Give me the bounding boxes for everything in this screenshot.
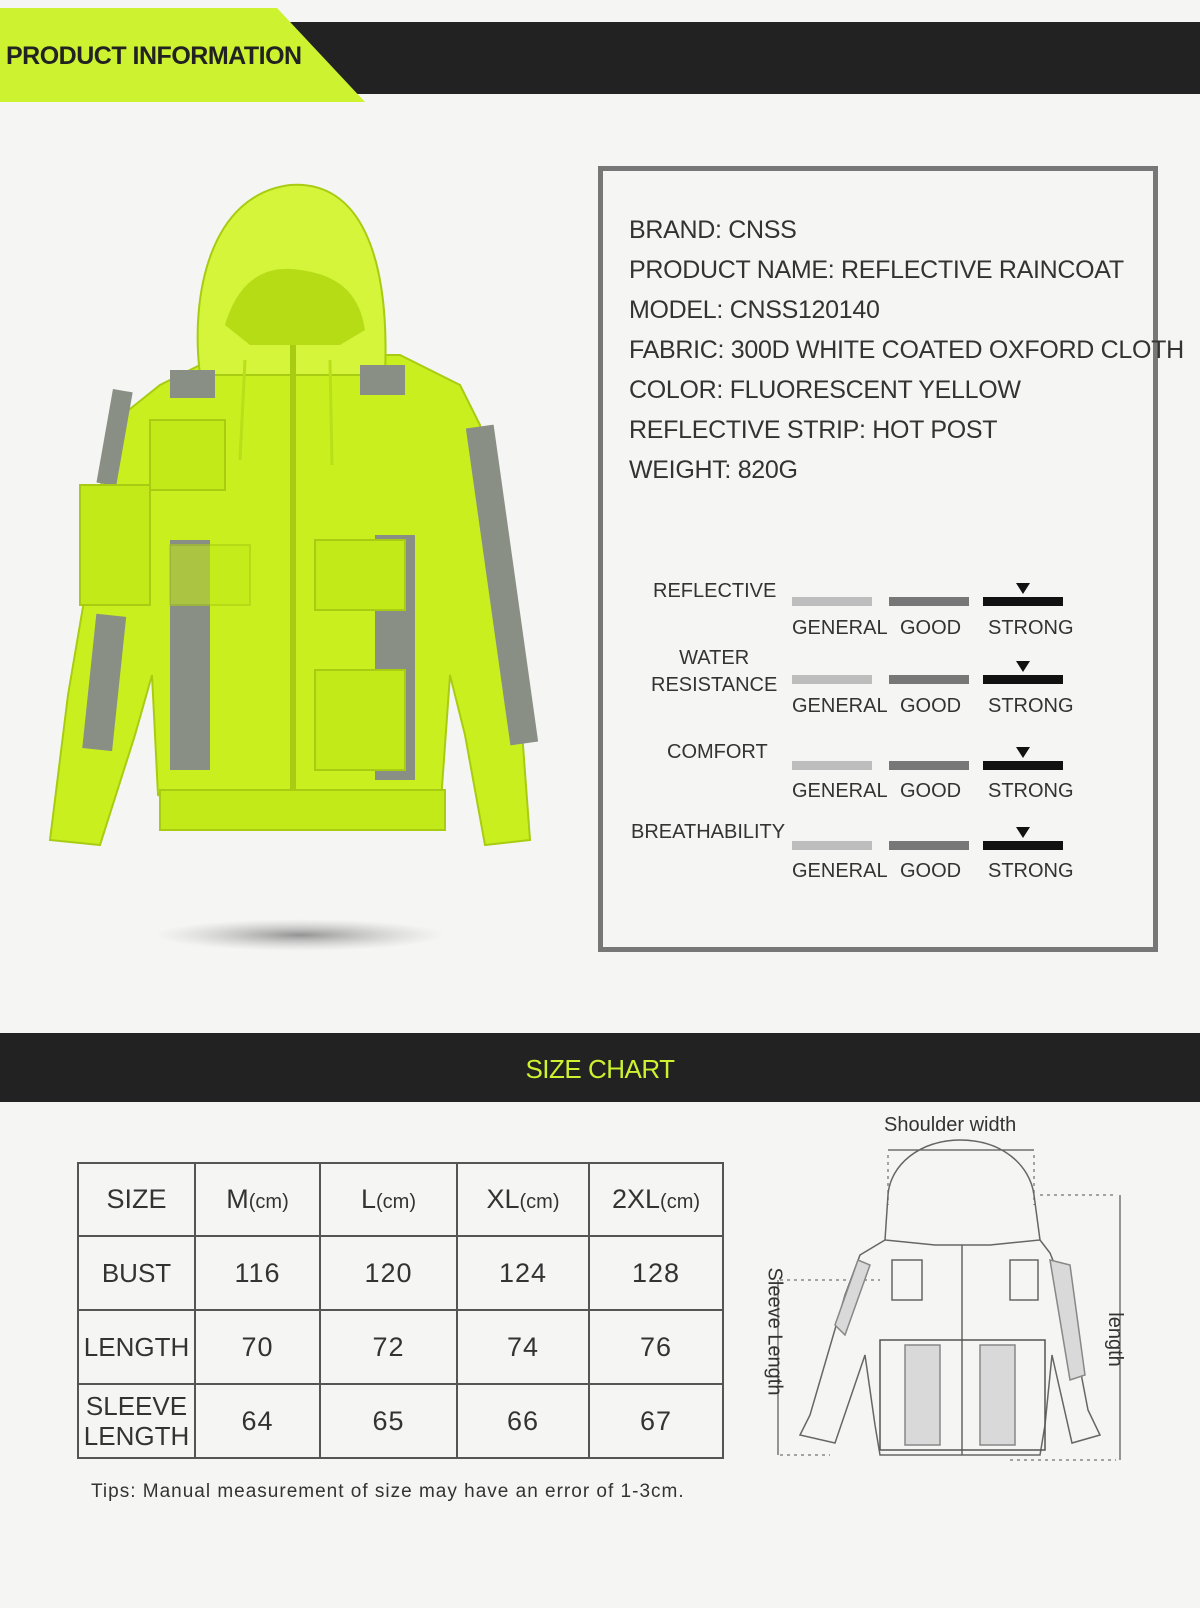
length-label: length: [1103, 1312, 1126, 1367]
level-strong: STRONG: [988, 695, 1074, 717]
size-label: M: [226, 1184, 249, 1214]
table-cell: 74: [457, 1310, 589, 1384]
bar-strong: [983, 761, 1063, 770]
bar-general: [792, 675, 872, 684]
rating-label: REFLECTIVE: [653, 580, 777, 602]
table-cell: 116: [195, 1236, 320, 1310]
bar-good: [889, 675, 969, 684]
bar-strong: [983, 597, 1063, 606]
table-cell: 64: [195, 1384, 320, 1458]
unit-label: (cm): [248, 1191, 289, 1213]
sleeve-length-label: Sleeve Length: [763, 1267, 786, 1396]
table-row: [78, 1384, 723, 1458]
info-color: COLOR: FLUORESCENT YELLOW: [629, 376, 1021, 404]
page-title: PRODUCT INFORMATION: [6, 42, 302, 70]
info-reflective-strip: REFLECTIVE STRIP: HOT POST: [629, 416, 998, 444]
level-general: GENERAL: [792, 695, 888, 717]
strong-marker-icon: [1016, 747, 1030, 758]
bar-general: [792, 597, 872, 606]
unit-label: (cm): [519, 1191, 560, 1213]
level-general: GENERAL: [792, 860, 888, 882]
bar-general: [792, 761, 872, 770]
size-label: XL: [486, 1184, 520, 1214]
strong-marker-icon: [1016, 661, 1030, 672]
unit-label: (cm): [376, 1191, 416, 1213]
strong-marker-icon: [1016, 827, 1030, 838]
strong-marker-icon: [1016, 583, 1030, 594]
bar-good: [889, 841, 969, 850]
tips-note: Tips: Manual measurement of size may have an error of 1-3cm.: [91, 1481, 685, 1502]
table-cell: 67: [589, 1384, 723, 1458]
size-label: 2XL: [611, 1184, 661, 1214]
row-label: LENGTH: [78, 1310, 195, 1384]
table-header-row: [78, 1163, 723, 1236]
product-info-box: [598, 166, 1184, 952]
table-cell: 128: [589, 1236, 723, 1310]
level-strong: STRONG: [988, 617, 1074, 639]
header-col-l: [320, 1163, 457, 1236]
bar-strong: [983, 841, 1063, 850]
size-chart-title: SIZE CHART: [525, 1054, 675, 1084]
info-product-name: PRODUCT NAME: REFLECTIVE RAINCOAT: [629, 256, 1124, 284]
size-chart-band: [0, 1033, 1200, 1102]
level-good: GOOD: [900, 860, 962, 882]
info-model: MODEL: CNSS120140: [629, 296, 880, 324]
level-general: GENERAL: [792, 780, 888, 802]
level-good: GOOD: [900, 780, 962, 802]
table-cell: 70: [195, 1310, 320, 1384]
level-general: GENERAL: [792, 617, 888, 639]
header-col-xl: [457, 1163, 589, 1236]
product-image: [40, 175, 560, 965]
table-cell: 76: [589, 1310, 723, 1384]
shoulder-width-label: Shoulder width: [884, 1114, 1017, 1136]
rating-label: WATER RESISTANCE: [651, 647, 778, 696]
header-col-2xl: [589, 1163, 723, 1236]
rating-label: BREATHABILITY: [631, 821, 786, 843]
bar-general: [792, 841, 872, 850]
level-strong: STRONG: [988, 860, 1074, 882]
measurement-diagram: [740, 1114, 1180, 1485]
level-strong: STRONG: [988, 780, 1074, 802]
row-label: BUST: [78, 1236, 195, 1310]
table-cell: 124: [457, 1236, 589, 1310]
table-row: [78, 1310, 723, 1384]
level-good: GOOD: [900, 695, 962, 717]
size-label: L: [360, 1184, 377, 1214]
size-table: [77, 1162, 724, 1459]
row-label: SLEEVE LENGTH: [78, 1384, 195, 1458]
bar-good: [889, 761, 969, 770]
rating-label: COMFORT: [667, 741, 768, 763]
bar-strong: [983, 675, 1063, 684]
level-good: GOOD: [900, 617, 962, 639]
table-cell: 72: [320, 1310, 457, 1384]
table-cell: 66: [457, 1384, 589, 1458]
header-size: SIZE: [78, 1163, 195, 1236]
unit-label: (cm): [660, 1191, 701, 1213]
info-weight: WEIGHT: 820G: [629, 456, 798, 484]
table-cell: 120: [320, 1236, 457, 1310]
bar-good: [889, 597, 969, 606]
info-fabric: FABRIC: 300D WHITE COATED OXFORD CLOTH: [629, 336, 1184, 364]
header-col-m: [195, 1163, 320, 1236]
table-row: [78, 1236, 723, 1310]
table-cell: 65: [320, 1384, 457, 1458]
info-brand: BRAND: CNSS: [629, 216, 797, 244]
